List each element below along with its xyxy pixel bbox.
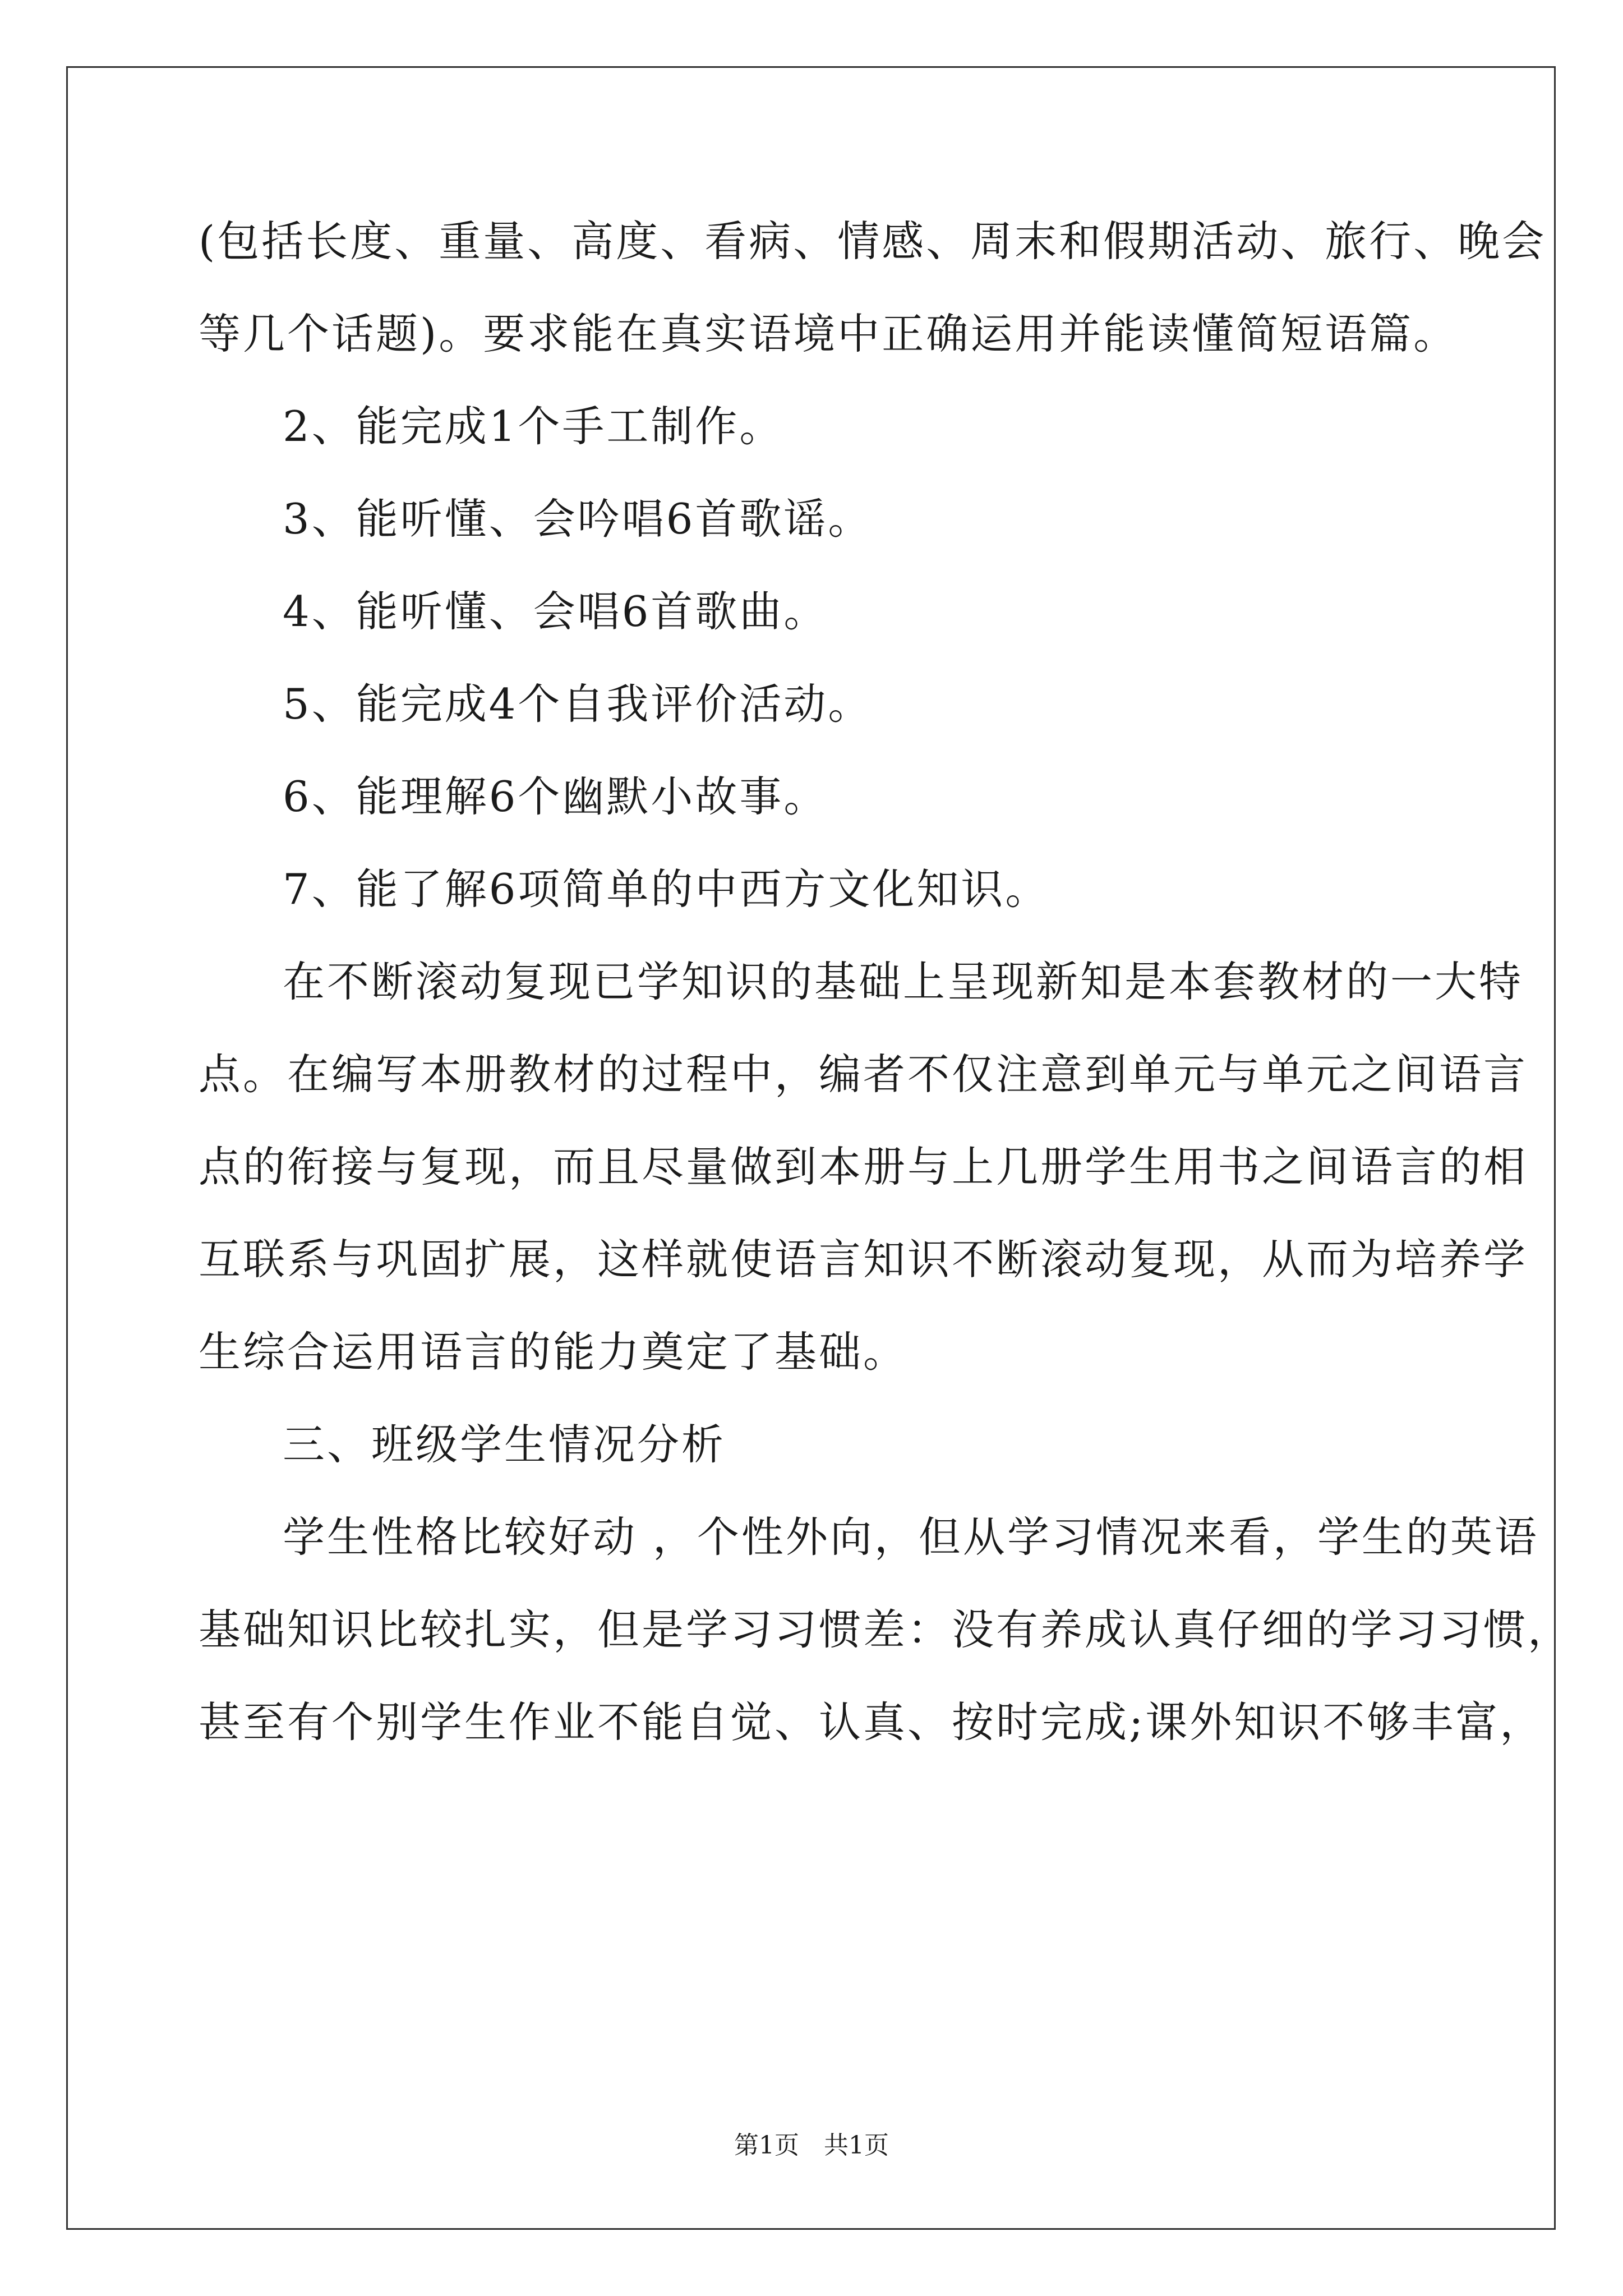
list-item: 6、能理解6个幽默小故事。 xyxy=(283,772,828,821)
page-number-footer: 第1页 共1页 xyxy=(734,2131,889,2160)
paragraph-line: 生综合运用语言的能力奠定了基础。 xyxy=(199,1327,908,1377)
list-item: 2、能完成1个手工制作。 xyxy=(283,402,784,451)
paragraph-line: 在不断滚动复现已学知识的基础上呈现新知是本套教材的一大特 xyxy=(283,957,1524,1006)
section-heading: 三、班级学生情况分析 xyxy=(283,1420,726,1469)
paragraph-line: 基础知识比较扎实，但是学习习惯差：没有养成认真仔细的学习习惯， xyxy=(199,1605,1573,1654)
list-item: 5、能完成4个自我评价活动。 xyxy=(283,679,873,729)
text-line: (包括长度、重量、高度、看病、情感、周末和假期活动、旅行、晚会 xyxy=(199,217,1547,266)
paragraph-line: 学生性格比较好动 ，个性外向，但从学习情况来看，学生的英语 xyxy=(283,1512,1539,1562)
paragraph-line: 点的衔接与复现，而且尽量做到本册与上几册学生用书之间语言的相 xyxy=(199,1142,1528,1191)
text-line: 等几个话题)。要求能在真实语境中正确运用并能读懂简短语篇。 xyxy=(199,309,1458,358)
list-item: 7、能了解6项简单的中西方文化知识。 xyxy=(283,864,1050,914)
list-item: 4、能听懂、会唱6首歌曲。 xyxy=(283,587,828,636)
paragraph-line: 点。在编写本册教材的过程中，编者不仅注意到单元与单元之间语言 xyxy=(199,1050,1528,1099)
paragraph-line: 甚至有个别学生作业不能自觉、认真、按时完成;课外知识不够丰富， xyxy=(199,1697,1544,1747)
paragraph-line: 互联系与巩固扩展，这样就使语言知识不断滚动复现，从而为培养学 xyxy=(199,1235,1528,1284)
list-item: 3、能听懂、会吟唱6首歌谣。 xyxy=(283,494,873,544)
